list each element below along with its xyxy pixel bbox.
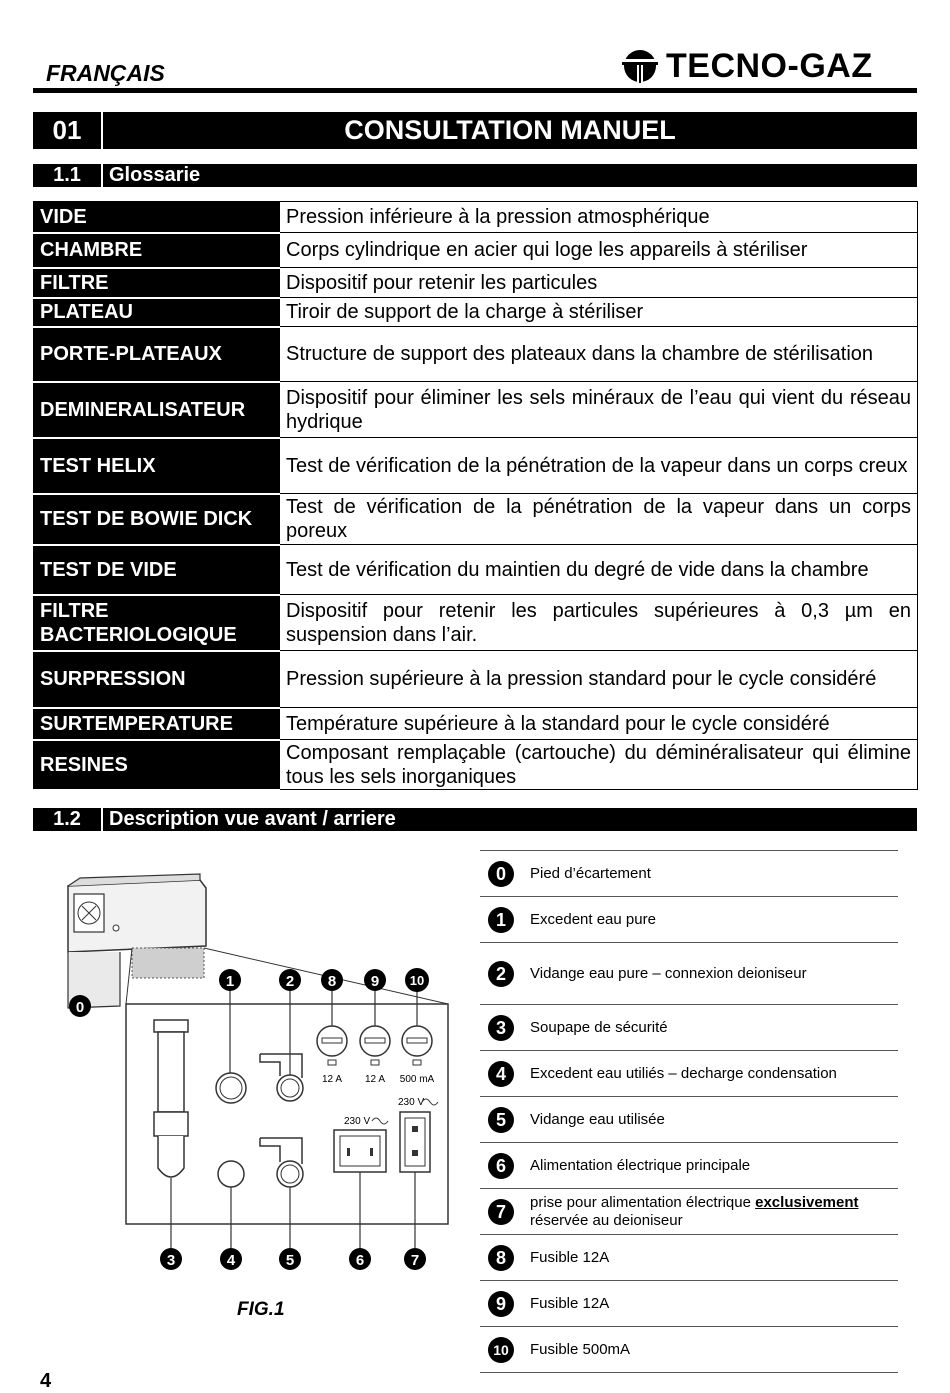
glossary-definition: Dispositif pour retenir les particules <box>280 268 918 298</box>
glossary-row <box>34 708 918 740</box>
legend-number: 8 <box>488 1245 514 1271</box>
glossary-row <box>34 438 918 494</box>
glossary-term: PLATEAU <box>34 298 280 327</box>
glossary-term: CHAMBRE <box>34 233 280 268</box>
legend-text-part: réservée au deioniseur <box>530 1211 683 1229</box>
callout-5 <box>279 1248 301 1270</box>
callout-number: 0 <box>75 999 85 1016</box>
figure-legend <box>480 850 898 1373</box>
legend-text: Fusible 12A <box>530 1294 610 1312</box>
glossary-row <box>34 494 918 545</box>
glossary-row <box>34 202 918 233</box>
legend-item <box>480 896 898 942</box>
callout-2 <box>279 969 301 991</box>
legend-number: 3 <box>488 1015 514 1041</box>
legend-number: 10 <box>488 1337 514 1363</box>
legend-item <box>480 942 898 1004</box>
callout-number: 10 <box>409 973 425 988</box>
legend-text: Vidange eau pure – connexion deioniseur <box>530 964 807 982</box>
legend-number: 6 <box>488 1153 514 1179</box>
legend-item <box>480 850 898 896</box>
legend-text: Excedent eau utiliés – decharge condensation <box>530 1064 837 1082</box>
glossary-definition: Corps cylindrique en acier qui loge les appareils à stériliser <box>280 233 918 268</box>
callout-9 <box>364 969 386 991</box>
section-number: 1.2 <box>33 808 103 831</box>
glossary-term: SURPRESSION <box>34 651 280 708</box>
glossary-term: TEST DE VIDE <box>34 545 280 595</box>
glossary-term: SURTEMPERATURE <box>34 708 280 740</box>
voltage-label: 230 V <box>398 1097 425 1108</box>
glossary-table <box>33 201 918 791</box>
voltage-label: 230 V <box>344 1116 371 1127</box>
glossary-row <box>34 595 918 651</box>
legend-text: Pied d’écartement <box>530 864 651 882</box>
legend-text: Fusible 12A <box>530 1248 610 1266</box>
callout-number: 9 <box>370 973 380 990</box>
legend-item <box>480 1050 898 1096</box>
glossary-definition: Pression inférieure à la pression atmosphérique <box>280 202 918 233</box>
glossary-definition: Température supérieure à la standard pour le cycle considéré <box>280 708 918 740</box>
section-title: Glossarie <box>109 164 201 186</box>
callout-number: 4 <box>226 1252 236 1269</box>
fuse-label: 12 A <box>364 1074 386 1085</box>
brand-name: TECNO-GAZ <box>666 46 873 85</box>
callout-number: 1 <box>225 973 235 990</box>
glossary-definition: Composant remplaçable (cartouche) du déminéralisateur qui élimine tous les sels inorganiques <box>280 740 918 790</box>
chapter-bar <box>33 112 917 149</box>
glossary-term: FILTRE BACTERIOLOGIQUE <box>34 595 280 651</box>
callout-number: 2 <box>285 973 295 990</box>
language-label: FRANÇAIS <box>46 60 165 86</box>
section-bar-description <box>33 808 917 831</box>
legend-number: 2 <box>488 961 514 987</box>
callout-10 <box>405 968 429 992</box>
legend-item <box>480 1280 898 1326</box>
glossary-definition: Dispositif pour éliminer les sels minéraux de l’eau qui vient du réseau hydrique <box>280 382 918 438</box>
tecno-gaz-logo-icon <box>622 49 658 83</box>
section-title: Description vue avant / arriere <box>109 808 396 830</box>
legend-item <box>480 1234 898 1280</box>
header-rule <box>33 88 917 93</box>
legend-number: 9 <box>488 1291 514 1317</box>
legend-text: Vidange eau utilisée <box>530 1110 665 1128</box>
legend-number: 5 <box>488 1107 514 1133</box>
legend-text <box>530 1194 859 1230</box>
glossary-row <box>34 298 918 327</box>
glossary-definition: Dispositif pour retenir les particules supérieures à 0,3 µm en suspension dans l’air. <box>280 595 918 651</box>
glossary-definition: Test de vérification du maintien du degré de vide dans la chambre <box>280 545 918 595</box>
legend-number: 1 <box>488 907 514 933</box>
callout-number: 5 <box>285 1252 295 1269</box>
callout-number: 3 <box>166 1252 176 1269</box>
figure-caption: FIG.1 <box>237 1299 285 1320</box>
glossary-row <box>34 651 918 708</box>
legend-number: 7 <box>488 1199 514 1225</box>
callout-0 <box>69 995 91 1017</box>
callout-number: 6 <box>355 1252 365 1269</box>
rear-view-diagram <box>60 868 460 1288</box>
glossary-definition: Test de vérification de la pénétration de la vapeur dans un corps poreux <box>280 494 918 545</box>
glossary-row <box>34 233 918 268</box>
glossary-term: FILTRE <box>34 268 280 298</box>
glossary-definition: Pression supérieure à la pression standard pour le cycle considéré <box>280 651 918 708</box>
glossary-row <box>34 268 918 298</box>
glossary-definition: Structure de support des plateaux dans la chambre de stérilisation <box>280 327 918 382</box>
safety-valve-illustration <box>154 1020 188 1177</box>
glossary-term: TEST HELIX <box>34 438 280 494</box>
legend-number: 0 <box>488 861 514 887</box>
legend-item <box>480 1004 898 1050</box>
legend-number: 4 <box>488 1061 514 1087</box>
glossary-term: RESINES <box>34 740 280 790</box>
callout-8 <box>321 969 343 991</box>
glossary-row <box>34 740 918 790</box>
legend-text-emphasis: exclusivement <box>755 1193 859 1211</box>
glossary-term: VIDE <box>34 202 280 233</box>
legend-item <box>480 1096 898 1142</box>
legend-text: Excedent eau pure <box>530 910 656 928</box>
glossary-definition: Tiroir de support de la charge à stériliser <box>280 298 918 327</box>
glossary-row <box>34 327 918 382</box>
callout-number: 7 <box>410 1252 420 1269</box>
glossary-term: PORTE-PLATEAUX <box>34 327 280 382</box>
glossary-term: DEMINERALISATEUR <box>34 382 280 438</box>
chapter-title: CONSULTATION MANUEL <box>344 115 676 145</box>
glossary-definition: Test de vérification de la pénétration de la vapeur dans un corps creux <box>280 438 918 494</box>
page-number: 4 <box>40 1370 52 1392</box>
legend-item <box>480 1188 898 1234</box>
legend-text: Alimentation électrique principale <box>530 1156 751 1174</box>
brand-logo <box>622 48 873 84</box>
fuse-label: 12 A <box>321 1074 343 1085</box>
legend-item <box>480 1326 898 1373</box>
callout-4 <box>220 1248 242 1270</box>
glossary-row <box>34 545 918 595</box>
machine-body-illustration <box>68 874 206 1008</box>
section-number: 1.1 <box>33 164 103 187</box>
chapter-number: 01 <box>33 112 103 149</box>
callout-1 <box>219 969 241 991</box>
glossary-row <box>34 382 918 438</box>
callout-7 <box>404 1248 426 1270</box>
legend-text: Soupape de sécurité <box>530 1018 668 1036</box>
legend-text-part: prise pour alimentation électrique <box>530 1193 756 1211</box>
callout-6 <box>349 1248 371 1270</box>
fuse-label: 500 mA <box>399 1074 435 1085</box>
legend-text: Fusible 500mA <box>530 1340 631 1358</box>
callout-number: 8 <box>327 973 337 990</box>
section-bar-glossary <box>33 164 917 187</box>
glossary-term: TEST DE BOWIE DICK <box>34 494 280 545</box>
legend-item <box>480 1142 898 1188</box>
callout-3 <box>160 1248 182 1270</box>
